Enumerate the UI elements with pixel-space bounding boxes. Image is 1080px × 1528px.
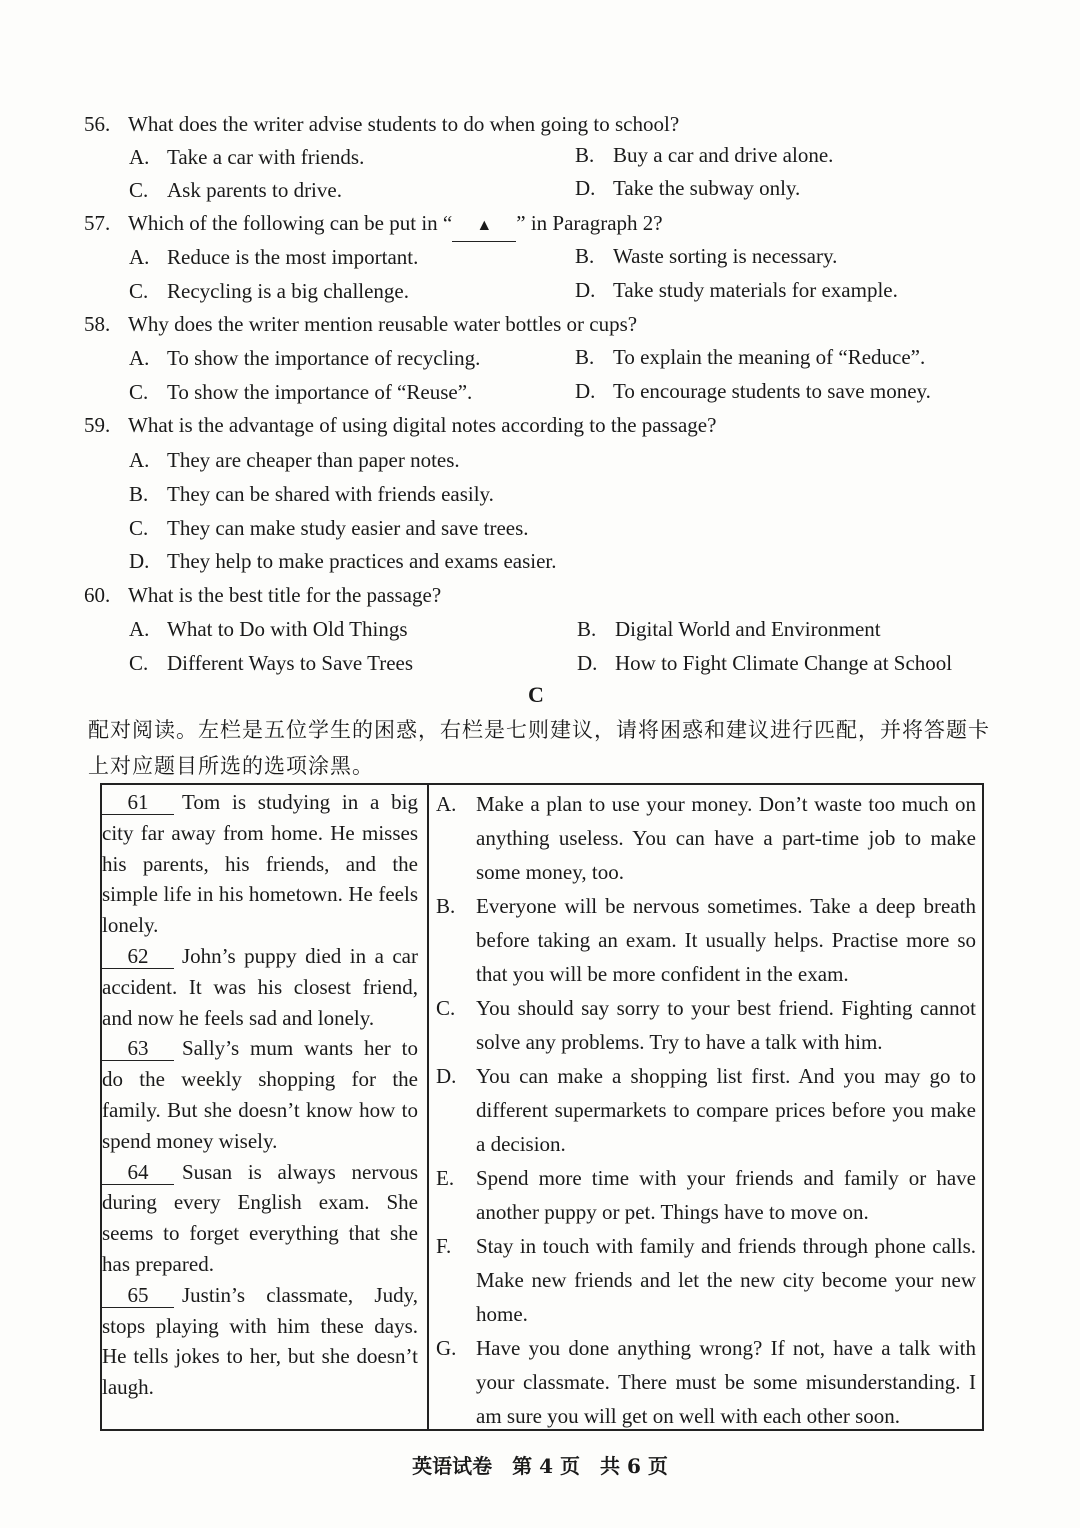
problem-item: 64 Susan is always nervous during every English exam. She seems to forget everything that she has prepared. xyxy=(102,1159,418,1276)
advice-item: F. Stay in touch with family and friends through phone calls. Make new friends and let the new city become your new home. xyxy=(436,1234,976,1326)
option-59-a: A. They are cheaper than paper notes. xyxy=(129,448,460,472)
option-59-b: B. They can be shared with friends easily. xyxy=(129,482,494,506)
option-58-d: D. To encourage students to save money. xyxy=(575,379,931,403)
option-57-d: D. Take study materials for example. xyxy=(575,278,898,302)
question-59: 59. What is the advantage of using digital notes according to the passage? xyxy=(84,410,716,440)
option-56-a: A. Take a car with friends. xyxy=(129,145,365,169)
answer-blank-64: 64 xyxy=(102,1160,174,1185)
matching-table xyxy=(100,783,984,1431)
answer-blank-63: 63 xyxy=(102,1036,174,1061)
advice-item: B. Everyone will be nervous sometimes. Take a deep breath before taking an exam. It usually helps. Practise more so that you will be more confident in the exam. xyxy=(436,894,976,986)
option-60-a: A. What to Do with Old Things xyxy=(129,617,408,641)
advice-item: A. Make a plan to use your money. Don’t waste too much on anything useless. You can have a part-time job to make some money, too. xyxy=(436,792,976,884)
option-60-c: C. Different Ways to Save Trees xyxy=(129,651,414,675)
option-56-d: D. Take the subway only. xyxy=(575,176,801,200)
section-heading: C xyxy=(528,682,544,707)
question-60: 60. What is the best title for the passage? xyxy=(84,580,441,610)
advice-item: D. You can make a shopping list first. And you may go to different supermarkets to compare prices before you make a decision. xyxy=(436,1064,976,1156)
answer-blank xyxy=(452,208,516,242)
option-59-d: D. They help to make practices and exams easier. xyxy=(129,549,557,573)
option-56-b: B. Buy a car and drive alone. xyxy=(575,143,834,167)
question-58: 58. Why does the writer mention reusable water bottles or cups? xyxy=(84,309,637,339)
question-number: 60. xyxy=(84,583,111,607)
question-number: 56. xyxy=(84,112,111,136)
option-58-b: B. To explain the meaning of “Reduce”. xyxy=(575,345,926,369)
option-58-c: C. To show the importance of “Reuse”. xyxy=(129,380,473,404)
question-number: 58. xyxy=(84,312,111,336)
option-56-c: C. Ask parents to drive. xyxy=(129,178,342,202)
problem-item: 65 Justin’s classmate, Judy, stops playing with him these days. He tells jokes to her, but she doesn’t laugh. xyxy=(102,1282,418,1400)
page-footer: 英语试卷 第 4 页 共 6 页 xyxy=(412,1454,668,1478)
advice-column xyxy=(436,787,976,1433)
advice-item: E. Spend more time with your friends and family or have another puppy or pet. Things have to move on. xyxy=(436,1166,976,1224)
question-stem: What does the writer advise students to do when going to school? xyxy=(128,112,680,136)
option-57-a: A. Reduce is the most important. xyxy=(129,245,419,269)
problems-column xyxy=(102,787,418,1403)
option-60-b: B. Digital World and Environment xyxy=(577,617,881,641)
column-divider xyxy=(427,785,429,1429)
section-instruction: 配对阅读。左栏是五位学生的困惑，右栏是七则建议，请将困惑和建议进行匹配，并将答题卡上对应题目所选的选项涂黑。 xyxy=(88,718,990,778)
option-57-c: C. Recycling is a big challenge. xyxy=(129,279,410,303)
question-56 xyxy=(84,109,679,139)
question-number: 57. xyxy=(84,211,111,235)
problem-item: 63 Sally’s mum wants her to do the weekly shopping for the family. But she doesn’t know how to spend money wisely. xyxy=(102,1036,418,1153)
option-58-a: A. To show the importance of recycling. xyxy=(129,346,481,370)
triangle-icon: ▲ xyxy=(476,217,493,234)
option-59-c: C. They can make study easier and save trees. xyxy=(129,516,529,540)
option-57-b: B. Waste sorting is necessary. xyxy=(575,244,838,268)
problem-item: 62 John’s puppy died in a car accident. It was his closest friend, and now he feels sad and lonely. xyxy=(102,943,418,1030)
option-60-d: D. How to Fight Climate Change at School xyxy=(577,651,953,675)
answer-blank-62: 62 xyxy=(102,944,174,969)
answer-blank-65: 65 xyxy=(102,1283,174,1308)
advice-item: C. You should say sorry to your best friend. Fighting cannot solve any problems. Try to have a talk with him. xyxy=(436,996,976,1054)
problem-item: 61 Tom is studying in a big city far away from home. He misses his parents, his friends, and the simple life in his hometown. He feels lonely. xyxy=(102,790,418,938)
question-number: 59. xyxy=(84,413,111,437)
advice-item: G. Have you done anything wrong? If not, have a talk with your classmate. There must be some misunderstanding. I am sure you will get on well with each other soon. xyxy=(436,1336,976,1428)
question-57: 57. Which of the following can be put in “ ▲ ” in Paragraph 2? xyxy=(84,208,663,242)
answer-blank-61: 61 xyxy=(102,790,174,815)
